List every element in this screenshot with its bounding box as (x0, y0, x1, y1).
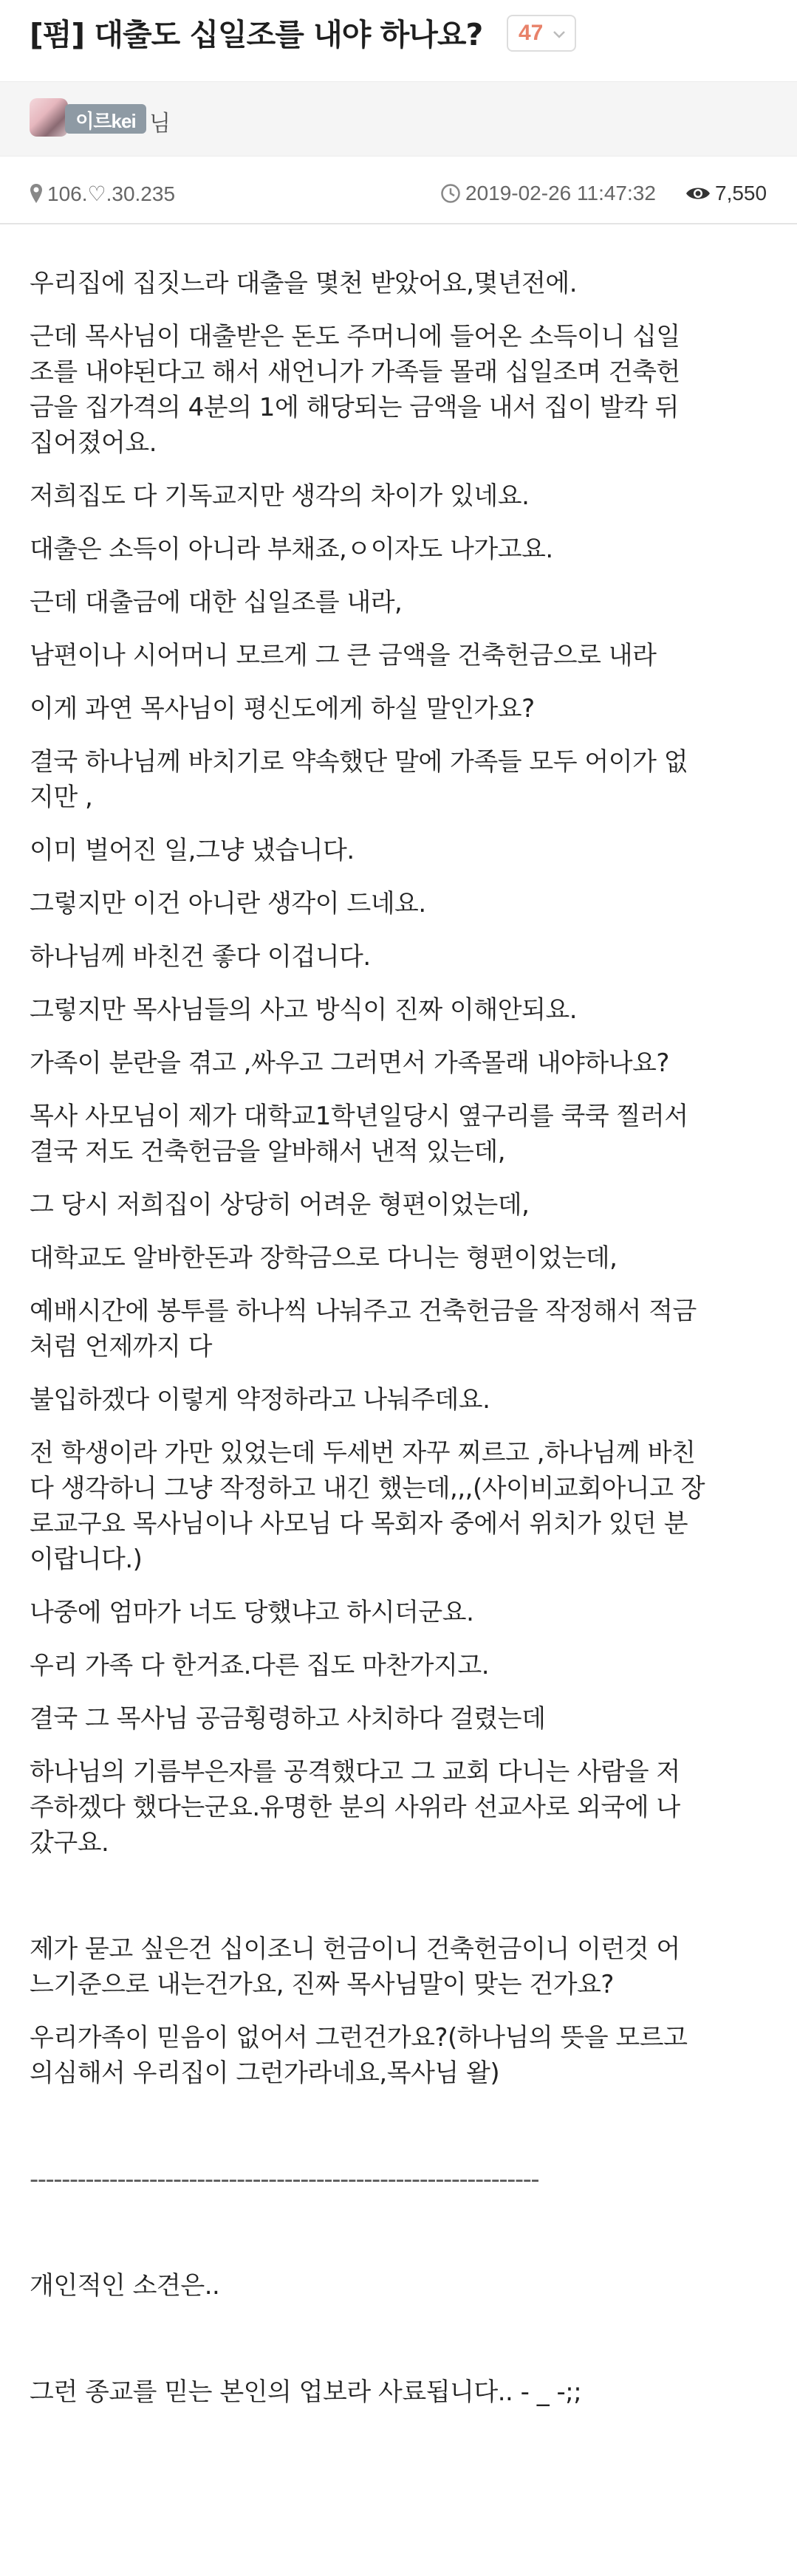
body-paragraph (30, 1382, 776, 1418)
body-line: 불입하겠다 이렇게 약정하라고 나눠주데요. (30, 1385, 490, 1415)
body-line: 근데 대출금에 대한 십일조를 내라, (30, 588, 403, 617)
body-paragraph (30, 1648, 776, 1683)
body-line: 결국 그 목사님 공금횡령하고 사치하다 걸렸는데 (30, 1704, 546, 1734)
body-paragraph (30, 1240, 776, 1276)
body-paragraph (30, 1045, 776, 1081)
body-line: 하나님의 기름부은자를 공격했다고 그 교회 다니는 사람을 저 (30, 1757, 680, 1787)
post-title: [펌] 대출도 십일조를 내야 하나요? (30, 17, 483, 52)
post-datetime: 2019-02-26 11:47:32 (465, 182, 656, 205)
blank-line (30, 1878, 776, 1931)
body-paragraph (30, 1754, 776, 1861)
body-line: ---------------------------------------------------------------- (30, 2165, 539, 2194)
body-paragraph (30, 1099, 776, 1169)
body-paragraph (30, 266, 776, 301)
body-paragraph (30, 833, 776, 868)
body-paragraph (30, 886, 776, 921)
body-line: 가족이 분란을 겪고 ,싸우고 그러면서 가족몰래 내야하나요? (30, 1048, 669, 1078)
body-line: 처럼 언제까지 다 (30, 1332, 213, 1361)
author-honorific: 님 (149, 111, 171, 137)
divider-line (30, 2162, 776, 2197)
body-line: 금을 집가격의 4분의 1에 해당되는 금액을 내서 집이 발칵 뒤 (30, 393, 679, 422)
body-line: 이미 벌어진 일,그냥 냈습니다. (30, 836, 355, 865)
body-line: 이랍니다.) (30, 1545, 143, 1574)
chevron-down-icon (551, 26, 567, 42)
body-line: 개인적인 소견은.. (30, 2271, 220, 2301)
location-pin-icon (30, 183, 43, 204)
body-paragraph (30, 585, 776, 620)
body-line: 갔구요. (30, 1828, 109, 1858)
blank-line (30, 2321, 776, 2374)
body-line: 대출은 소득이 아니라 부채죠,ㅇ이자도 나가고요. (30, 535, 553, 564)
comment-count: 47 (519, 21, 544, 45)
body-line: 결국 저도 건축헌금을 알바해서 낸적 있는데, (30, 1137, 506, 1167)
body-line: 대학교도 알바한돈과 장학금으로 다니는 형편이었는데, (30, 1243, 618, 1273)
body-line: 집어졌어요. (30, 428, 157, 458)
post-body (30, 266, 776, 2428)
avatar[interactable] (30, 98, 68, 137)
body-paragraph (30, 1435, 776, 1577)
body-paragraph (30, 532, 776, 567)
body-line: 나중에 엄마가 너도 당했냐고 하시더군요. (30, 1598, 474, 1627)
body-line: 로교구요 목사님이나 사모님 다 목회자 중에서 위치가 있던 분 (30, 1509, 688, 1539)
body-paragraph (30, 1187, 776, 1223)
body-line: 주하겠다 했다는군요.유명한 분의 사위라 선교사로 외국에 나 (30, 1793, 680, 1822)
post-meta (0, 171, 797, 224)
blank-line (30, 2109, 776, 2162)
body-paragraph (30, 1294, 776, 1364)
blank-line (30, 2215, 776, 2268)
body-paragraph (30, 2020, 776, 2091)
body-line: 그 당시 저희집이 상당히 어려운 형편이었는데, (30, 1190, 530, 1220)
clock-icon (440, 183, 461, 204)
author-ip: 106.♡.30.235 (47, 182, 176, 205)
body-line: 우리 가족 다 한거죠.다른 집도 마찬가지고. (30, 1651, 489, 1680)
body-paragraph (30, 939, 776, 975)
body-line: 그런 종교를 믿는 본인의 업보라 사료됩니다.. - _ -;; (30, 2377, 582, 2407)
body-line: 결국 하나님께 바치기로 약속했단 말에 가족들 모두 어이가 없 (30, 747, 688, 777)
body-paragraph (30, 478, 776, 514)
body-line: 예배시간에 봉투를 하나씩 나눠주고 건축헌금을 작정해서 적금 (30, 1296, 697, 1326)
body-paragraph (30, 319, 776, 461)
body-paragraph (30, 744, 776, 815)
body-line: 다 생각하니 그냥 작정하고 내긴 했는데,,,(사이비교회아니고 장 (30, 1474, 705, 1503)
author-nickname-badge[interactable] (65, 104, 146, 134)
comment-count-button[interactable] (507, 15, 576, 52)
body-line: 그렇지만 이건 아니란 생각이 드네요. (30, 889, 426, 918)
body-line: 지만 , (30, 783, 93, 812)
body-paragraph (30, 1701, 776, 1737)
body-paragraph (30, 638, 776, 673)
author-nickname: 이르kei (75, 110, 136, 132)
body-line: 이게 과연 목사님이 평신도에게 하실 말인가요? (30, 694, 535, 724)
body-line: 근데 목사님이 대출받은 돈도 주머니에 들어온 소득이니 십일 (30, 322, 680, 351)
post-header (0, 0, 797, 66)
eye-icon (685, 185, 711, 202)
body-line: 전 학생이라 가만 있었는데 두세번 자꾸 찌르고 ,하나님께 바친 (30, 1438, 696, 1468)
body-line: 목사 사모님이 제가 대학교1학년일당시 옆구리를 쿡쿡 찔러서 (30, 1102, 688, 1131)
body-paragraph (30, 1595, 776, 1630)
body-line: 저희집도 다 기독교지만 생각의 차이가 있네요. (30, 481, 530, 511)
body-line: 우리집에 집짓느라 대출을 몇천 받았어요,몇년전에. (30, 269, 578, 298)
body-line: 의심해서 우리집이 그런가라네요,목사님 왈) (30, 2058, 500, 2088)
body-line: 하나님께 바친건 좋다 이겁니다. (30, 942, 371, 972)
body-paragraph (30, 2268, 776, 2304)
body-paragraph (30, 992, 776, 1028)
body-line: 그렇지만 목사님들의 사고 방식이 진짜 이해안되요. (30, 995, 578, 1025)
body-paragraph (30, 691, 776, 727)
author-bar (0, 81, 797, 157)
body-line: 조를 내야된다고 해서 새언니가 가족들 몰래 십일조며 건축헌 (30, 357, 680, 387)
body-paragraph (30, 2374, 776, 2410)
body-paragraph (30, 1931, 776, 2002)
body-line: 느기준으로 내는건가요, 진짜 목사님말이 맞는 건가요? (30, 1970, 614, 1999)
body-line: 제가 묻고 싶은건 십이조니 헌금이니 건축헌금이니 이런것 어 (30, 1934, 680, 1964)
body-line: 우리가족이 믿음이 없어서 그런건가요?(하나님의 뜻을 모르고 (30, 2023, 688, 2053)
view-count: 7,550 (715, 182, 767, 205)
body-line: 남편이나 시어머니 모르게 그 큰 금액을 건축헌금으로 내라 (30, 641, 657, 670)
